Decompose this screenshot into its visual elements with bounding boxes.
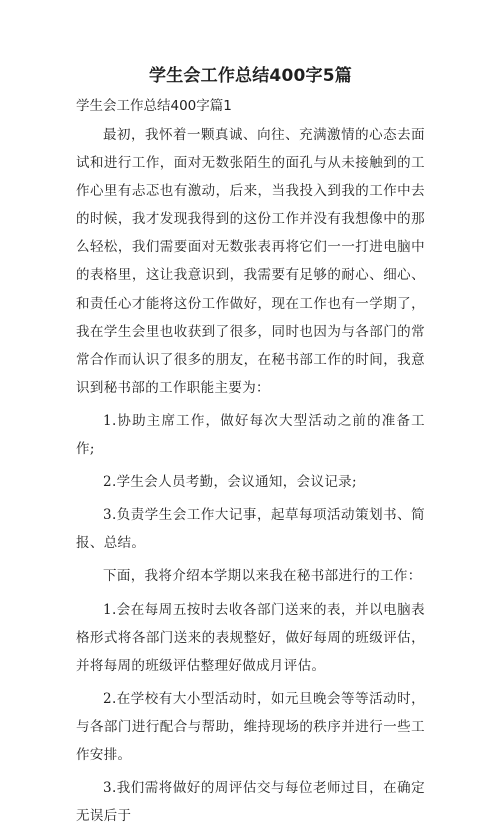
paragraph-duty-1: 1.协助主席工作，做好每次大型活动之前的准备工作; bbox=[76, 412, 425, 458]
paragraph-work-intro: 下面，我将介绍本学期以来我在秘书部进行的工作： bbox=[103, 568, 422, 585]
paragraph-work-1: 1.会在每周五按时去收各部门送来的表，并以电脑表格形式将各部门送来的表规整好，做好每周的班级评估，并将每周的班级评估整理好做成月评估。 bbox=[76, 601, 425, 674]
paragraph-work-2: 2.在学校有大小型活动时，如元旦晚会等等活动时，与各部门进行配合与帮助，维持现场的秩序并进行一些工作安排。 bbox=[76, 690, 425, 763]
paragraph-intro: 最初，我怀着一颗真诚、向往、充满激情的心态去面试和进行工作，面对无数张陌生的面孔与从未接触到的工作心里有忐忑也有激动，后来，当我投入到我的工作中去的时候，我才发现我得到的这份工作并没有我想像中的那么轻松，我们需要面对无数张表再将它们一一打进电脑中的表格里，这让我意识到，我需要有足够的耐心、细心、和责任心才能将这份工作做好，现在工作也有一学期了，我在学生会里也收获到了很多，同时也因为与各部门的常常合作而认识了很多的朋友，在秘书部工作的时间，我意识到秘书部的工作职能主要为： bbox=[76, 127, 425, 396]
paragraph-duty-2: 2.学生会人员考勤，会议通知，会议记录; bbox=[103, 474, 357, 491]
paragraph-work-3: 3.我们需将做好的周评估交与每位老师过目，在确定无误后于 bbox=[76, 780, 425, 825]
section-heading: 学生会工作总结400字篇1 bbox=[76, 98, 232, 114]
document-title: 学生会工作总结400字5篇 bbox=[149, 66, 352, 86]
document-body bbox=[76, 121, 425, 830]
paragraph-duty-3: 3.负责学生会工作大记事，起草每项活动策划书、简报、总结。 bbox=[76, 507, 425, 552]
